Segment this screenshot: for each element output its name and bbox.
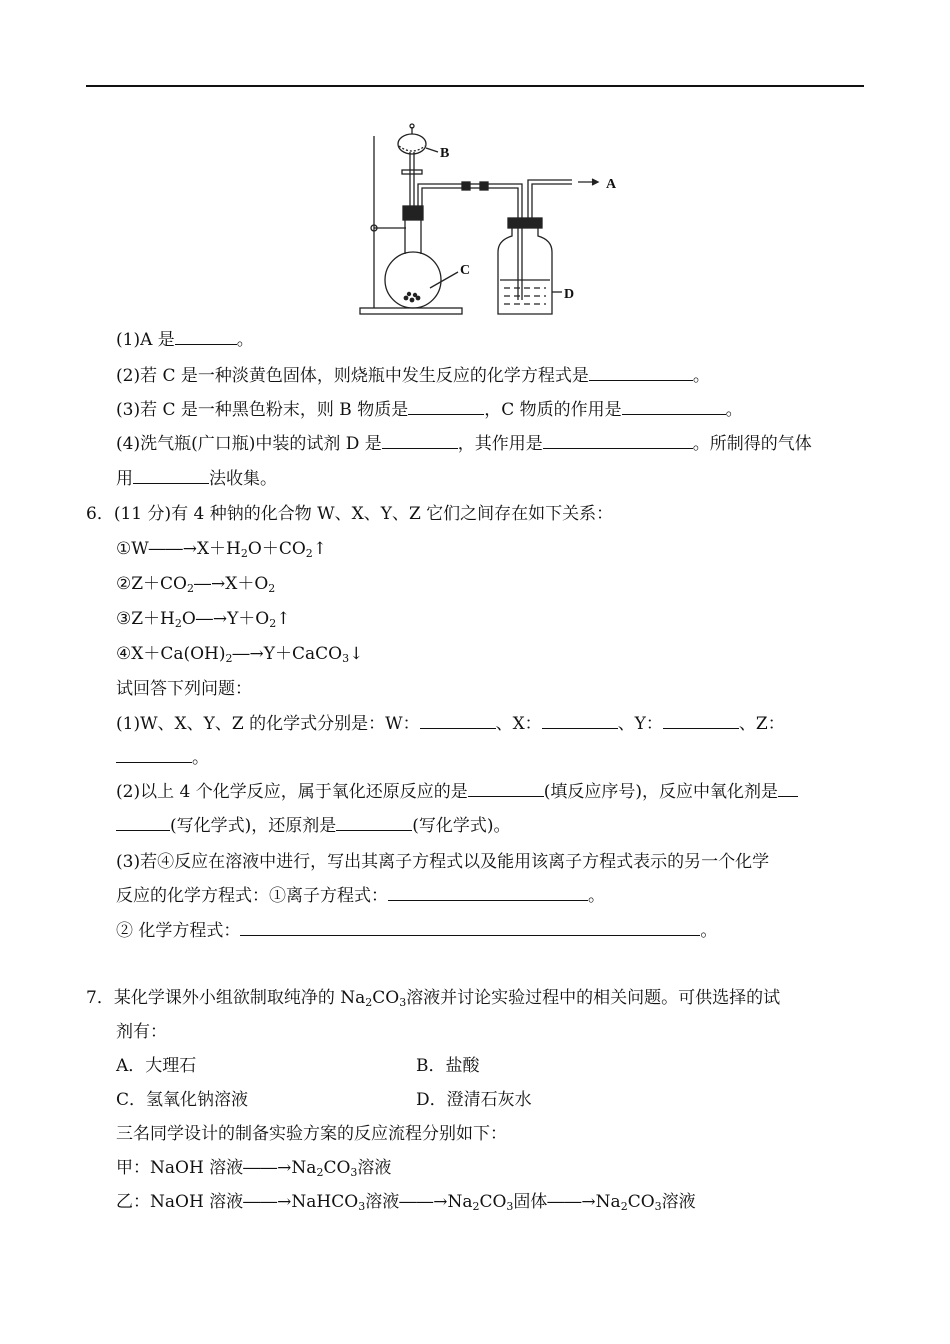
q7-plan-jia: 甲：NaOH 溶液$――\to Na_2CO_3$溶液 <box>116 1158 392 1179</box>
q6-part3-equation: ② 化学方程式： 。 <box>116 921 718 941</box>
q6-reaction-4: $④X+Ca(OH)_2―\to Y+CaCO_3↓$ <box>116 644 364 665</box>
answer-blank[interactable] <box>542 713 618 729</box>
q6-part3: (3)若④反应在溶液中进行，写出其离子方程式以及能用该离子方程式表示的另一个化学 <box>116 852 770 872</box>
answer-blank[interactable] <box>382 433 458 449</box>
label-B: B <box>440 146 450 161</box>
q7-heading-cont: 剂有： <box>116 1022 167 1042</box>
answer-blank[interactable] <box>175 329 237 345</box>
answer-blank[interactable] <box>778 781 798 797</box>
answer-blank[interactable] <box>468 781 544 797</box>
answer-blank[interactable] <box>420 713 496 729</box>
q5-part4: (4)洗气瓶(广口瓶)中装的试剂 D 是 ，其作用是 。所制得的气体 <box>116 434 812 454</box>
label-A: A <box>606 177 617 192</box>
label-D: D <box>564 287 575 302</box>
separatory-funnel <box>398 134 426 154</box>
answer-blank[interactable] <box>408 399 484 415</box>
q7-option-a: A．大理石 <box>116 1056 197 1076</box>
answer-blank[interactable] <box>336 815 412 831</box>
q6-part1: (1)W、X、Y、Z 的化学式分别是：W： 、X： 、Y： 、Z： <box>116 714 785 734</box>
q5-part3: (3)若 C 是一种黑色粉末，则 B 物质是 ，C 物质的作用是 。 <box>116 400 743 420</box>
q7-option-c: C．氢氧化钠溶液 <box>116 1090 249 1110</box>
q7-intro: 三名同学设计的制备实验方案的反应流程分别如下： <box>116 1124 507 1144</box>
q7-option-b: B．盐酸 <box>416 1056 480 1076</box>
answer-blank[interactable] <box>663 713 739 729</box>
answer-blank[interactable] <box>622 399 726 415</box>
q6-part2-cont: (写化学式)，还原剂是 (写化学式)。 <box>116 814 511 838</box>
q6-prompt: 试回答下列问题： <box>116 679 252 699</box>
q5-part1: (1)A 是 。 <box>116 330 254 350</box>
q6-part2: (2)以上 4 个化学反应，属于氧化还原反应的是 (填反应序号)，反应中氧化剂是 <box>116 780 798 804</box>
q6-part1-cont: 。 <box>116 746 209 770</box>
top-rule <box>86 85 864 87</box>
apparatus-figure <box>358 122 628 318</box>
bottle-stopper <box>508 218 542 228</box>
answer-blank[interactable] <box>388 885 588 901</box>
q5-part2: (2)若 C 是一种淡黄色固体，则烧瓶中发生反应的化学方程式是 。 <box>116 366 710 386</box>
answer-blank[interactable] <box>543 433 693 449</box>
q6-reaction-1: $①W――\to X+H_2O+CO_2↑$ <box>116 539 328 560</box>
q7-heading: 7．某化学课外小组欲制取纯净的 $Na_2CO_3$溶液并讨论实验过程中的相关问题。可供选择的试 <box>86 988 781 1009</box>
q6-reaction-2: $②Z+CO_2―\to X+O_2$ <box>116 574 276 595</box>
q7-plan-yi: 乙：NaOH 溶液――→NaHCO$_3$溶液$――\to Na_2CO_3$固体$――\to Na_2CO_3$溶液 <box>116 1192 696 1213</box>
q5-part4-cont: 用 法收集。 <box>116 469 277 489</box>
q6-part3-ionic: 反应的化学方程式：①离子方程式： 。 <box>116 886 605 906</box>
answer-blank[interactable] <box>133 468 209 484</box>
label-C: C <box>460 263 471 278</box>
answer-blank[interactable] <box>240 920 700 936</box>
q6-reaction-3: $③Z+H_2O―\to Y+O_2↑$ <box>116 609 291 630</box>
stand-base <box>360 308 462 314</box>
answer-blank[interactable] <box>589 365 693 381</box>
answer-blank[interactable] <box>116 815 170 831</box>
answer-blank[interactable] <box>116 747 192 763</box>
flask-stopper <box>403 206 423 220</box>
wash-bottle <box>498 228 552 314</box>
q7-option-d: D．澄清石灰水 <box>416 1090 532 1110</box>
q6-heading: 6．(11 分)有 4 种钠的化合物 W、X、Y、Z 它们之间存在如下关系： <box>86 504 614 524</box>
